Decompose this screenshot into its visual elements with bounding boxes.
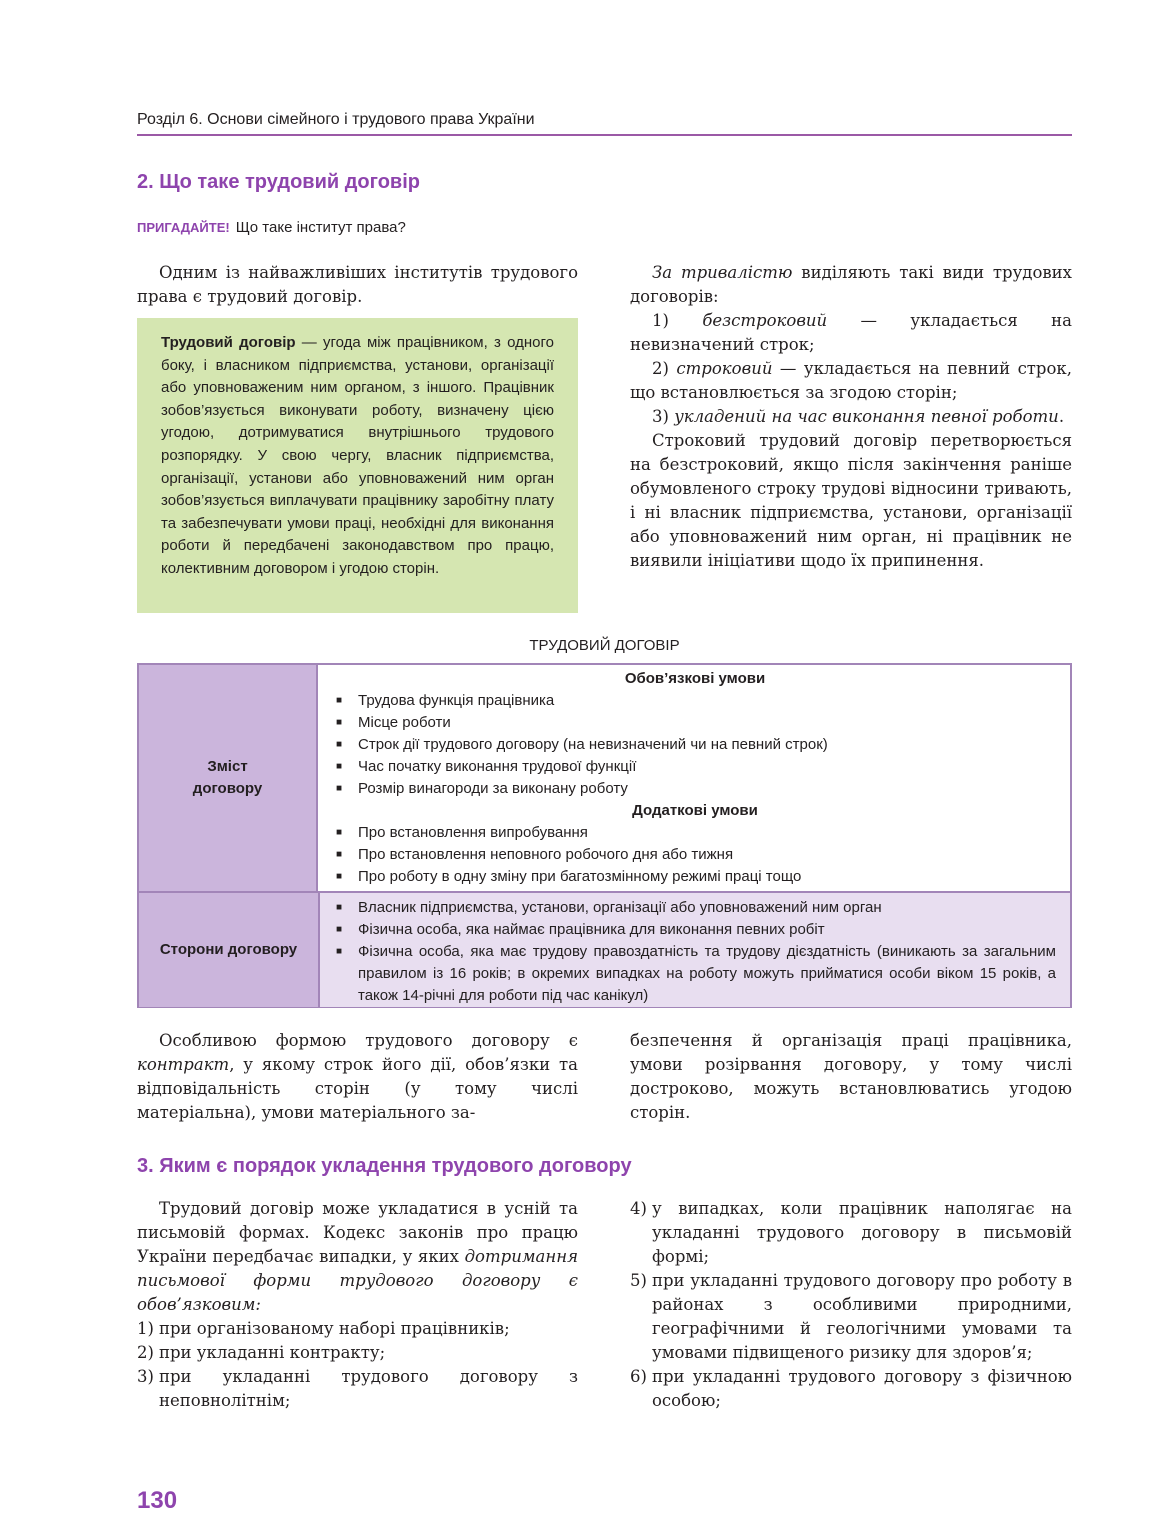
section-2-title: 2. Що таке трудовий договір [137,171,420,193]
duration-intro: За тривалістю виділяють такі види трудових договорів: [630,263,1072,306]
running-head: Розділ 6. Основи сімейного і трудового права України [137,111,535,128]
case-item: 2) при укладанні контракту; [137,1343,386,1362]
row-label-content: Зміст договору [139,665,318,891]
page-number: 130 [137,1487,178,1514]
type-item: 1) безстроковий — укладається на невизначений строк; [630,311,1072,354]
definition-box [137,318,578,613]
case-item: 6) при укладанні трудового договору з фізичною особою; [630,1367,1072,1410]
case-item: 5) при укладанні трудового договору про роботу в районах з особливими природними, географічними й геологічними умовами та умовами підвищеного ризику для здоров’я; [630,1271,1072,1362]
list-item: ■ Про роботу в одну зміну при багатозмінному режимі праці тощо [320,866,1070,888]
definition-text: — угода між працівником, з одного боку, і власником підприємства, установи, організації або уповноваженим ним органом, з іншого. Працівник зобов’язується виконувати роботу, визначену цією угодою, дотримуватися внутрішнього трудового розпорядку. У свою чергу, власник підприємства, організації, установи або уповноважений ним орган зобов’язується виплачувати працівнику заробітну плату та забезпечувати умови праці, необхідні для виконання роботи й передбачені законодавством про працю, колективним договором і угодою сторін. [161,334,554,577]
recall-text: Що таке інститут права? [235,219,406,236]
list-item: ■ Розмір винагороди за виконану роботу [320,778,1070,800]
list-item: ■ Фізична особа, яка має трудову правоздатність та трудову дієздатність (виникають за загальним правилом із 16 років; в окремих випадках на роботу можуть прийматися особи віком 15 років, а також 14-річні для роботи під час канікул) [320,941,1056,1007]
list-item: ■ Про встановлення неповного робочого дня або тижня [320,844,1070,866]
section-3-right-column [630,1197,1072,1413]
case-item: 1) при організованому наборі працівників; [137,1319,510,1338]
list-item: ■ Трудова функція працівника [320,690,1070,712]
list-item: ■ Власник підприємства, установи, організації або уповноважений ним орган [320,897,1056,919]
table-row-content [139,665,1070,893]
content-cell [320,665,1070,894]
mandatory-heading: Обов’язкові умови [624,670,766,687]
duration-column [630,261,1072,573]
list-item: ■ Строк дії трудового договору (на невизначений чи на певний строк) [320,734,1070,756]
list-item: ■ Час початку виконання трудової функції [320,756,1070,778]
case-item: 3) при укладанні трудового договору з неповнолітнім; [137,1367,578,1410]
definition-term: Трудовий договір [161,334,296,351]
type-item: 2) строковий — укладається на певний строк, що встановлюється за згодою сторін; [630,359,1072,402]
list-item: ■ Про встановлення випробування [320,822,1070,844]
case-item: 4) у випадках, коли працівник наполягає на укладанні трудового договору в письмовій формі; [630,1199,1072,1266]
list-item: ■ Місце роботи [320,712,1070,734]
parties-cell [320,893,1070,1007]
intro-paragraph: Одним із найважливіших інститутів трудового права є трудовий договір. [137,263,578,306]
table-title: ТРУДОВИЙ ДОГОВІР [529,637,680,654]
recall-prompt [137,219,406,236]
fixed-term-note: Строковий трудовий договір перетворюється на безстроковий, якщо після закінчення раніше обумовленого строку трудові відносини тривають, і ні власник підприємства, установи, організації або уповноважений ним орган, ні працівник не виявили ініціативи щодо їх припинення. [630,431,1072,570]
section-3-title: 3. Яким є порядок укладення трудового договору [137,1155,632,1177]
header-rule [137,134,1072,136]
contract-paragraph-part2: безпечення й організація праці працівника, умови розірвання договору, у тому числі достроково, можуть встановлюватись угодою сторін. [630,1031,1072,1122]
section-3-left-column: Трудовий договір може укладатися в усній та письмовій формах. Кодекс законів про працю України передбачає випадки, у яких дотримання письмової форми трудового договору є обов’язковим: 1) при організованому наборі працівників; 2) при укладанні контракту; 3) при укладанні трудового договору з неповнолітнім; [137,1197,578,1413]
employment-contract-table [137,663,1072,1008]
contract-paragraph-part1: Особливою формою трудового договору є контракт, у якому строк його дії, обов’язки та відповідальність сторін (у тому числі матеріальна), умови матеріального за- [137,1031,578,1122]
row-label-parties: Сторони договору [139,893,320,1007]
type-item: 3) укладений на час виконання певної роботи. [652,407,1065,426]
table-row-parties [139,893,1070,1007]
recall-label: ПРИГАДАЙТЕ! [137,220,230,235]
list-item: ■ Фізична особа, яка наймає працівника для виконання певних робіт [320,919,1056,941]
additional-heading: Додаткові умови [632,802,758,819]
